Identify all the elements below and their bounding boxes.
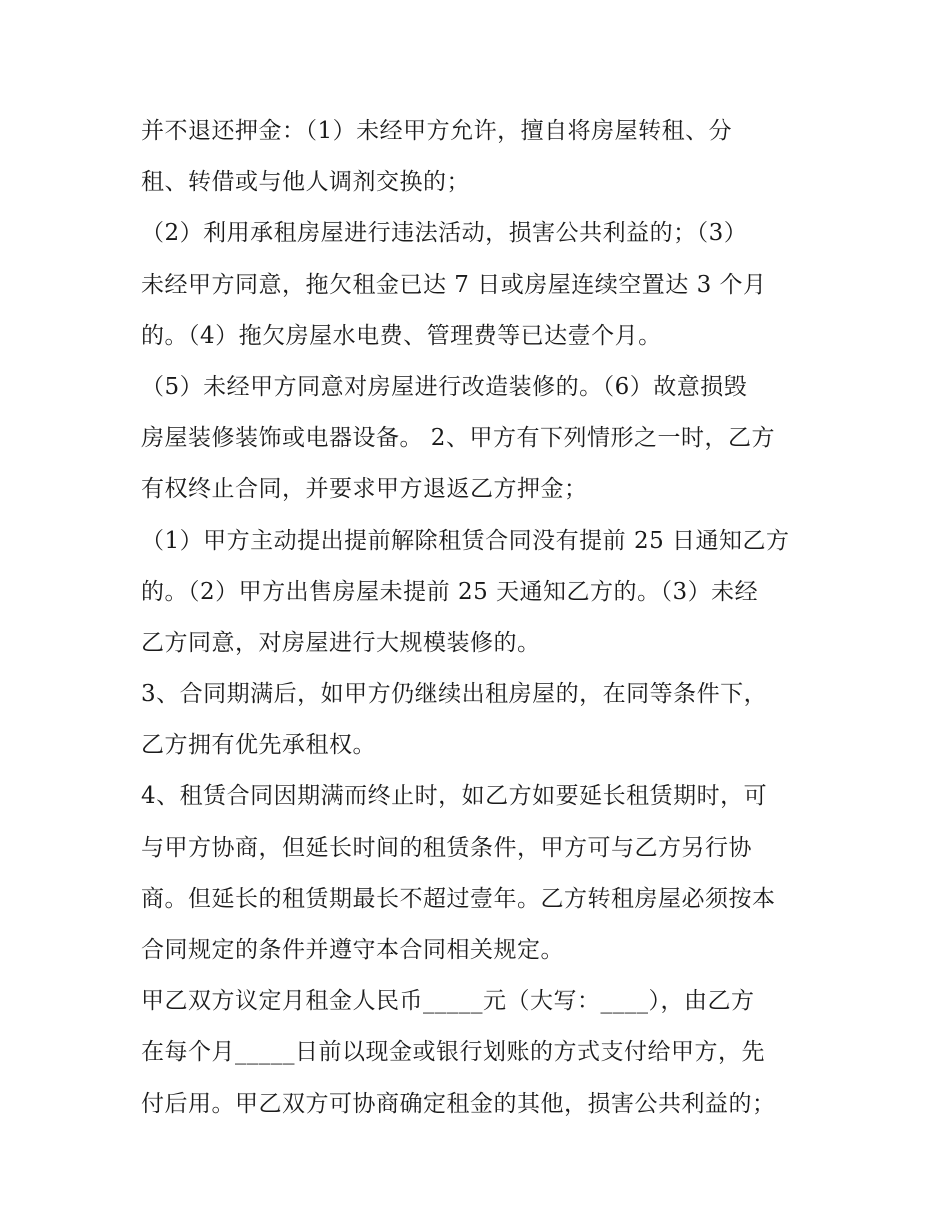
- text-line-1: 并不退还押金：（1）未经甲方允许，擅自将房屋转租、分: [141, 118, 733, 144]
- text-line-7: 房屋装修装饰或电器设备。 2、甲方有下列情形之一时，乙方: [141, 425, 775, 452]
- text-line-12: 3、合同期满后，如甲方仍继续出租房屋的，在同等条件下，: [141, 681, 768, 708]
- text-line-17: 合同规定的条件并遵守本合同相关规定。: [141, 937, 564, 963]
- text-line-2: 租、转借或与他人调剂交换的；: [141, 169, 470, 196]
- text-line-11: 乙方同意，对房屋进行大规模装修的。: [141, 629, 541, 656]
- text-line-5: 的。（4）拖欠房屋水电费、管理费等已达壹个月。: [141, 322, 662, 349]
- text-line-20: 付后用。甲乙双方可协商确定租金的其他，损害公共利益的；: [141, 1090, 776, 1117]
- text-line-18: 甲乙双方议定月租金人民币_____元（大写：____），由乙方: [141, 988, 755, 1015]
- text-line-15: 与甲方协商，但延长时间的租赁条件，甲方可与乙方另行协: [141, 834, 752, 861]
- text-line-6: （5）未经甲方同意对房屋进行改造装修的。（6）故意损毁: [141, 373, 748, 400]
- text-line-16: 商。但延长的租赁期最长不超过壹年。乙方转租房屋必须按本: [141, 885, 776, 912]
- contract-text: [141, 106, 841, 1130]
- text-line-10: 的。（2）甲方出售房屋未提前 25 天通知乙方的。（3）未经: [141, 578, 759, 605]
- text-line-8: 有权终止合同，并要求甲方退返乙方押金；: [141, 476, 588, 503]
- text-line-13: 乙方拥有优先承租权。: [141, 732, 376, 759]
- text-line-9: （1）甲方主动提出提前解除租赁合同没有提前 25 日通知乙方: [141, 527, 790, 554]
- text-line-14: 4、租赁合同因期满而终止时，如乙方如要延长租赁期时，可: [141, 783, 768, 810]
- text-line-4: 未经甲方同意，拖欠租金已达 7 日或房屋连续空置达 3 个月: [141, 271, 767, 298]
- text-line-19: 在每个月_____日前以现金或银行划账的方式支付给甲方，先: [141, 1039, 765, 1066]
- text-line-3: （2）利用承租房屋进行违法活动，损害公共利益的；（3）: [141, 220, 748, 247]
